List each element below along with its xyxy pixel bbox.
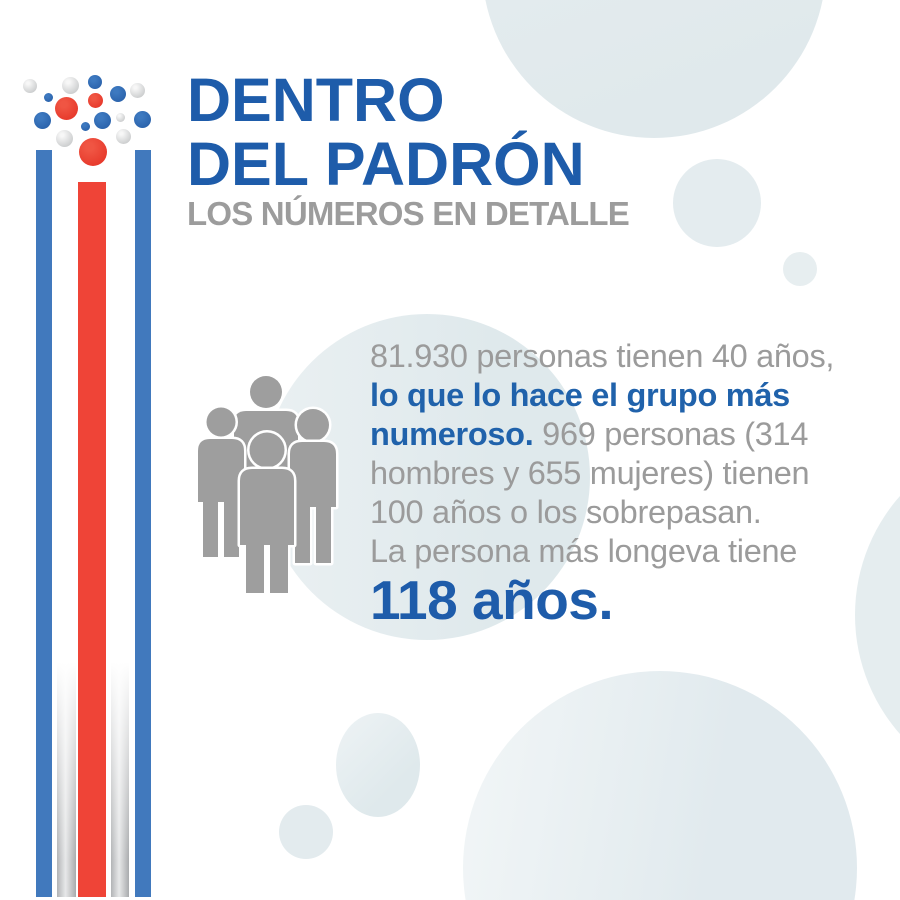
paragraph-line: 81.930 personas tienen 40 años,	[370, 338, 835, 374]
paragraph-line-highlighted: lo que lo hace el grupo más	[370, 377, 790, 413]
logo-dot	[88, 75, 102, 89]
bg-circle-mid-small	[673, 159, 761, 247]
logo-dot	[116, 129, 131, 144]
logo-dot	[55, 97, 78, 120]
logo-bar-blue-left	[36, 150, 52, 897]
logo-dot	[56, 130, 73, 147]
title-block	[187, 68, 629, 232]
logo-dot	[62, 77, 79, 94]
logo-dot	[79, 138, 107, 166]
statistics-paragraph	[370, 337, 850, 629]
bg-circle-tiny	[783, 252, 817, 286]
logo-dot	[134, 111, 151, 128]
bg-circle-bottom-mid	[336, 713, 420, 817]
paragraph-line	[370, 415, 850, 454]
people-group-icon	[190, 368, 350, 598]
bg-circle-right-edge	[855, 435, 900, 795]
title-line-1: DENTRO	[187, 66, 445, 134]
logo-bar-blue-right	[135, 150, 151, 897]
paragraph-line: La persona más longeva tiene	[370, 533, 798, 569]
logo-bar-silver-right	[111, 662, 129, 897]
logo-dot	[116, 113, 125, 122]
logo-bar-silver-left	[57, 662, 76, 897]
logo-dot	[88, 93, 103, 108]
bg-circle-bottom-small	[279, 805, 333, 859]
paragraph-line: 100 años o los sobrepasan.	[370, 494, 762, 530]
title-line-2: DEL PADRÓN	[187, 130, 585, 198]
logo-dot	[94, 112, 111, 129]
logo-dot	[44, 93, 53, 102]
logo-dot	[34, 112, 51, 129]
logo-bar-red	[78, 182, 106, 897]
subtitle: LOS NÚMEROS EN DETALLE	[187, 195, 629, 232]
paragraph-line: hombres y 655 mujeres) tienen	[370, 455, 810, 491]
logo-dot	[110, 86, 126, 102]
logo-dot	[130, 83, 145, 98]
paragraph-gray-fragment: 969 personas (314	[533, 416, 809, 452]
paragraph-blue-fragment: numeroso.	[370, 416, 534, 452]
bg-circle-bottom-large	[463, 671, 857, 900]
logo-dot	[81, 122, 90, 131]
logo-dot	[23, 79, 37, 93]
key-figure: 118 años.	[370, 569, 614, 631]
